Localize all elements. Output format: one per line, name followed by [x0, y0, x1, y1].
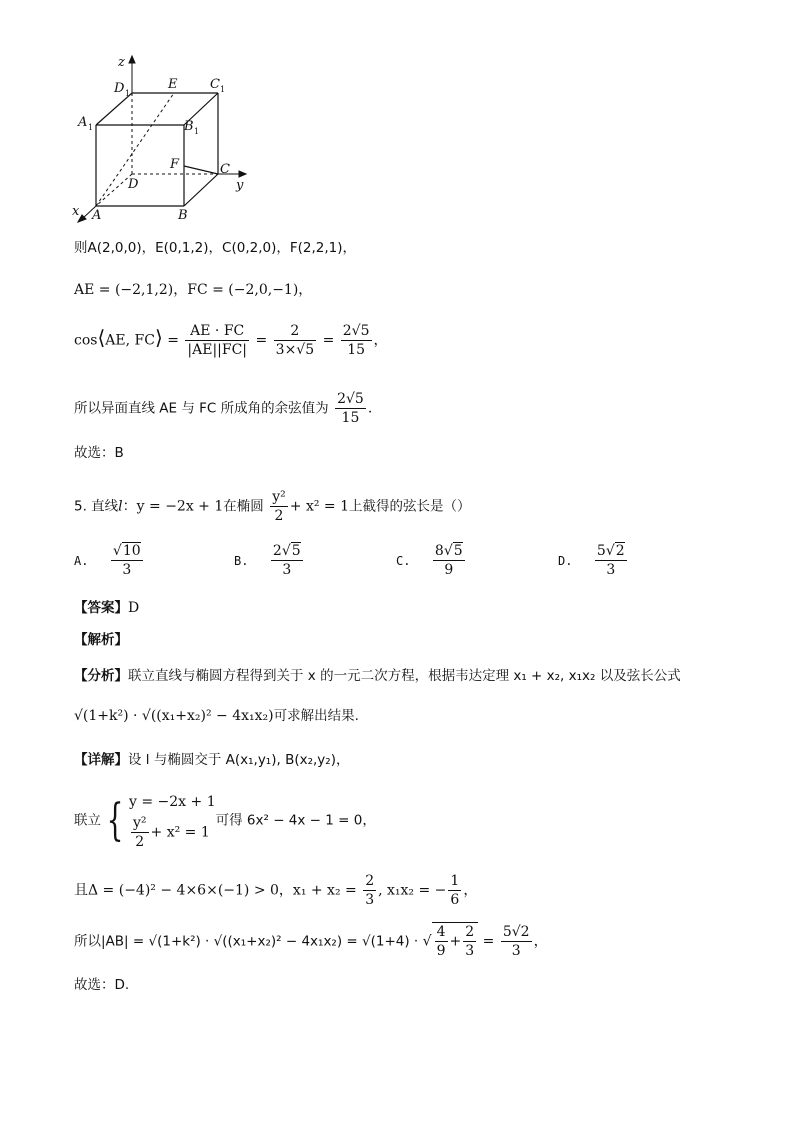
- option-d: D. $\frac{5√2}{3}$: [558, 543, 625, 578]
- answer-line: 【答案】D: [74, 600, 140, 616]
- question-5: 5. 直线l：y = −2x + 1在椭圆 $\frac{\text{y²}}{2}$ + x² = 1上截得的弦长是（）: [74, 489, 471, 524]
- option-c: C. $\frac{8√5}{9}$: [396, 543, 463, 578]
- ab-line: 所以|AB| = √(1+k²) · √((x₁+x₂)² − 4x₁x₂) = √(1+4) · √ $\frac{4}{9}$ + $\frac{2}{3}$ = $\frac{5√2}{3}$ ，: [74, 924, 548, 959]
- label-z: z: [118, 55, 125, 70]
- xiangjie-line: 【详解】设 l 与椭圆交于 A(x₁,y₁), B(x₂,y₂)，: [74, 752, 350, 768]
- prev-choose: 故选：B: [74, 445, 124, 461]
- option-b: B. $\frac{2√5}{3}$: [234, 543, 301, 578]
- label-b1: B: [184, 119, 194, 134]
- svg-text:1: 1: [220, 85, 226, 94]
- vectors-line: AE = (−2,1,2)，FC = (−2,0,−1)，: [74, 282, 313, 298]
- cos-line: cos⟨AE, FC⟩ = $\frac{AE \cdot FC}{|AE||FC|}$ = $\frac{2}{3\times√5}$ = $\frac{2√5}{15}$ ，: [74, 323, 388, 358]
- label-x: x: [72, 204, 80, 219]
- label-a1: A: [78, 115, 88, 130]
- label-b: B: [178, 208, 188, 223]
- analysis-tag: 【解析】: [74, 632, 128, 648]
- label-d1: D: [114, 81, 125, 96]
- label-c1: C: [210, 77, 220, 92]
- svg-text:1: 1: [125, 89, 131, 98]
- system-line: 联立 { y = −2x + 1 $\frac{\text{y²}}{2}$ + x² = 1 可得 6x² − 4x − 1 = 0，: [74, 794, 376, 850]
- coords-line: 则A(2,0,0)，E(0,1,2)，C(0,2,0)，F(2,2,1)，: [74, 240, 356, 256]
- label-a: A: [92, 208, 102, 223]
- label-d: D: [128, 177, 139, 192]
- label-c: C: [220, 162, 230, 177]
- option-a: A. $\frac{√10}{3}$: [74, 543, 141, 578]
- cube-figure: [60, 52, 260, 227]
- fenxi-line: 【分析】联立直线与椭圆方程得到关于 x 的一元二次方程，根据韦达定理 x₁ + x₂, x₁x₂ 以及弦长公式: [74, 668, 681, 684]
- delta-line: 且Δ = (−4)² − 4×6×(−1) > 0，x₁ + x₂ = $\frac{2}{3}$ , x₁x₂ = − $\frac{1}{6}$ ，: [74, 873, 478, 908]
- label-e: E: [168, 77, 178, 92]
- label-f: F: [170, 157, 180, 172]
- label-y: y: [236, 178, 244, 193]
- fenxi-formula: √(1+k²) · √((x₁+x₂)² − 4x₁x₂)可求解出结果.: [74, 708, 359, 724]
- conclusion-line: 所以异面直线 AE 与 FC 所成角的余弦值为 $\frac{2√5}{15}$ .: [74, 391, 373, 426]
- svg-text:1: 1: [194, 127, 200, 136]
- svg-text:1: 1: [88, 123, 94, 132]
- final-choose: 故选：D.: [74, 977, 130, 993]
